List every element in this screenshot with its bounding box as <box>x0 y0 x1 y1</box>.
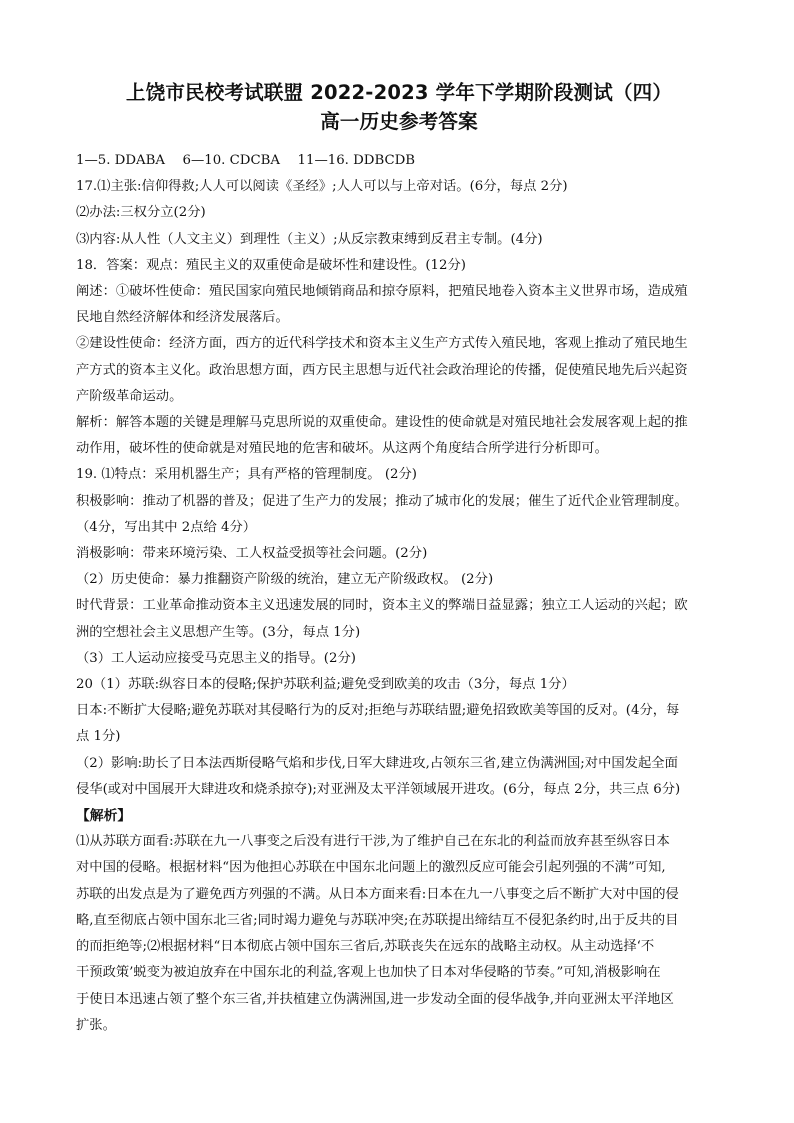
answer-line: 民地自然经济解体和经济发展落后。 <box>76 310 289 326</box>
answer-line: （3）工人运动应接受马克思主义的指导。(2分) <box>76 650 356 666</box>
answer-line: （2）影响:助长了日本法西斯侵略气焰和步伐,日军大肆进攻,占领东三省,建立伪满洲国;对中国发起全面 <box>76 755 678 771</box>
page-subtitle: 高一历史参考答案 <box>320 110 478 133</box>
answer-line: 对中国的侵略。根据材料“因为他担心苏联在中国东北问题上的激烈反应可能会引起列强的不满”可知, <box>76 860 666 876</box>
answer-line: ②建设性使命：经济方面，西方的近代科学技术和资本主义生产方式传入殖民地，客观上推动了殖民地生 <box>76 336 688 352</box>
answer-line: 20（1）苏联:纵容日本的侵略;保护苏联利益;避免受到欧美的攻击（3分，每点 1分） <box>76 677 575 693</box>
answer-line: 1—5. DDABA 6—10. CDCBA 11—16. DDBCDB <box>76 153 416 168</box>
answer-line: 阐述：①破坏性使命：殖民国家向殖民地倾销商品和掠夺原料，把殖民地卷入资本主义世界市场，造成殖 <box>76 284 688 300</box>
section-heading: 【解析】 <box>76 808 132 825</box>
answer-line: 19. ⑴特点：采用机器生产；具有严格的管理制度。 (2分) <box>76 467 417 483</box>
answer-line: 侵华(或对中国展开大肆进攻和烧杀掠夺);对亚洲及太平洋领域展开进攻。(6分，每点 2分，共三点 6分) <box>76 781 681 797</box>
answer-line: 积极影响：推动了机器的普及；促进了生产力的发展；推动了城市化的发展；催生了近代企业管理制度。 <box>76 493 688 509</box>
answer-line: （2）历史使命：暴力推翻资产阶级的统治，建立无产阶级政权。 (2分) <box>76 572 494 588</box>
answer-line: 18．答案：观点：殖民主义的双重使命是破坏性和建设性。(12分) <box>76 257 466 273</box>
answer-line: 于使日本迅速占领了整个东三省,并扶植建立伪满洲国,进一步发动全面的侵华战争,并向亚洲太平洋地区 <box>76 991 674 1007</box>
answer-line: ⑵办法:三权分立(2分) <box>76 205 206 221</box>
answer-line: 苏联的出发点是为了避免西方列强的不满。从日本方面来看:日本在九一八事变之后不断扩大对中国的侵 <box>76 886 679 902</box>
answer-line: 17.⑴主张:信仰得救;人人可以阅读《圣经》;人人可以与上帝对话。(6分，每点 2分) <box>76 179 568 195</box>
answer-line: 洲的空想社会主义思想产生等。(3分，每点 1分) <box>76 624 361 640</box>
answer-line: 产方式的资本主义化。政治思想方面，西方民主思想与近代社会政治理论的传播，促使殖民地先后兴起资 <box>76 362 688 378</box>
answer-line: 日本:不断扩大侵略;避免苏联对其侵略行为的反对;拒绝与苏联结盟;避免招致欧美等国的反对。(4分，每 <box>76 703 680 719</box>
answer-line: （4分，写出其中 2点给 4分） <box>76 519 257 535</box>
answer-line: 扩张。 <box>76 1017 116 1033</box>
answer-line: 产阶级革命运动。 <box>76 388 183 404</box>
answer-line: ⑶内容:从人性（人文主义）到理性（主义）;从反宗教束缚到反君主专制。(4分) <box>76 231 543 247</box>
answer-body <box>76 148 722 1039</box>
page-title: 上饶市民校考试联盟 2022-2023 学年下学期阶段测试（四） <box>125 81 673 104</box>
answer-line: 消极影响：带来环境污染、工人权益受损等社会问题。(2分) <box>76 546 428 562</box>
answer-line: 时代背景：工业革命推动资本主义迅速发展的同时，资本主义的弊端日益显露；独立工人运动的兴起；欧 <box>76 598 688 614</box>
answer-line: 点 1分) <box>76 729 121 745</box>
answer-line: 的而拒绝等;⑵根据材料“日本彻底占领中国东三省后,苏联丧失在远东的战略主动权。从主动选择‘不 <box>76 939 655 955</box>
answer-line: ⑴从苏联方面看:苏联在九一八事变之后没有进行干涉,为了维护自己在东北的利益而放弃甚至纵容日本 <box>76 834 670 850</box>
answer-line: 略,直至彻底占领中国东北三省;同时竭力避免与苏联冲突;在苏联提出缔结互不侵犯条约时,出于反共的目 <box>76 912 679 928</box>
answer-line: 动作用，破坏性的使命就是对殖民地的危害和破坏。从这两个角度结合所学进行分析即可。 <box>76 441 608 457</box>
answer-line: 干预政策’蜕变为被迫放弃在中国东北的利益,客观上也加快了日本对华侵略的节奏。”可知,消极影响在 <box>76 965 661 981</box>
answer-line: 解析：解答本题的关键是理解马克思所说的双重使命。建设性的使命就是对殖民地社会发展客观上起的推 <box>76 415 688 431</box>
